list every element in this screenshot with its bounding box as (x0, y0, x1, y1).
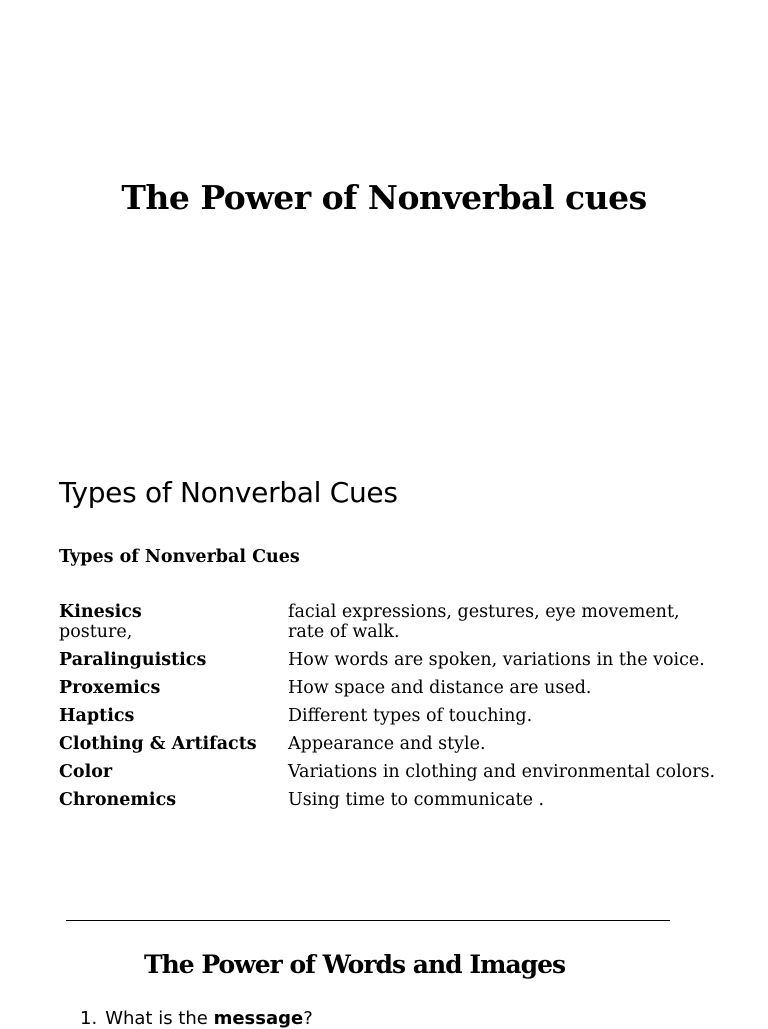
cue-term (59, 650, 288, 670)
cue-description-line: Appearance and style. (288, 734, 486, 754)
cue-description-line: facial expressions, gestures, eye movement, (288, 602, 680, 622)
cue-description (288, 790, 759, 810)
cue-description (288, 650, 759, 670)
cue-row-proxemics (59, 678, 759, 706)
horizontal-divider (66, 920, 670, 921)
cue-term-name: Kinesics (59, 602, 142, 622)
cue-description-line: How words are spoken, variations in the voice. (288, 650, 705, 670)
cue-row-clothing-artifacts (59, 734, 759, 762)
cue-description-line: rate of walk. (288, 622, 400, 642)
cue-description (288, 734, 759, 754)
cue-term-name: Chronemics (59, 790, 177, 810)
question-text-prefix: What is the (105, 1008, 214, 1029)
page-title: The Power of Nonverbal cues (121, 178, 647, 217)
cue-row-kinesics (59, 602, 759, 650)
cue-description (288, 762, 759, 782)
cue-term-name: Color (59, 762, 113, 782)
words-images-heading: The Power of Words and Images (144, 950, 566, 979)
question-item (80, 1008, 313, 1029)
cue-term-extra: posture, (59, 622, 133, 642)
cue-term (59, 762, 288, 782)
sub-heading: Types of Nonverbal Cues (59, 547, 300, 567)
cue-description-line: How space and distance are used. (288, 678, 592, 698)
cue-term (59, 734, 288, 754)
question-text-suffix: ? (303, 1008, 313, 1029)
cue-row-haptics (59, 706, 759, 734)
cue-term-name: Paralinguistics (59, 650, 207, 670)
cue-description-line: Different types of touching. (288, 706, 533, 726)
cue-term (59, 790, 288, 810)
cue-description (288, 678, 759, 698)
cue-row-chronemics (59, 790, 759, 818)
cue-term (59, 678, 288, 698)
question-text-bold: message (213, 1008, 304, 1029)
cue-description (288, 706, 759, 726)
question-number: 1. (80, 1008, 98, 1029)
nonverbal-cue-list (59, 602, 759, 818)
section-heading: Types of Nonverbal Cues (59, 476, 398, 509)
cue-row-color (59, 762, 759, 790)
cue-description-line: Variations in clothing and environmental colors. (288, 762, 716, 782)
cue-term-name: Proxemics (59, 678, 161, 698)
cue-description-line: Using time to communicate . (288, 790, 545, 810)
cue-term-name: Clothing & Artifacts (59, 734, 257, 754)
cue-term (59, 602, 288, 642)
cue-row-paralinguistics (59, 650, 759, 678)
cue-term (59, 706, 288, 726)
cue-term-name: Haptics (59, 706, 135, 726)
cue-description (288, 602, 759, 642)
